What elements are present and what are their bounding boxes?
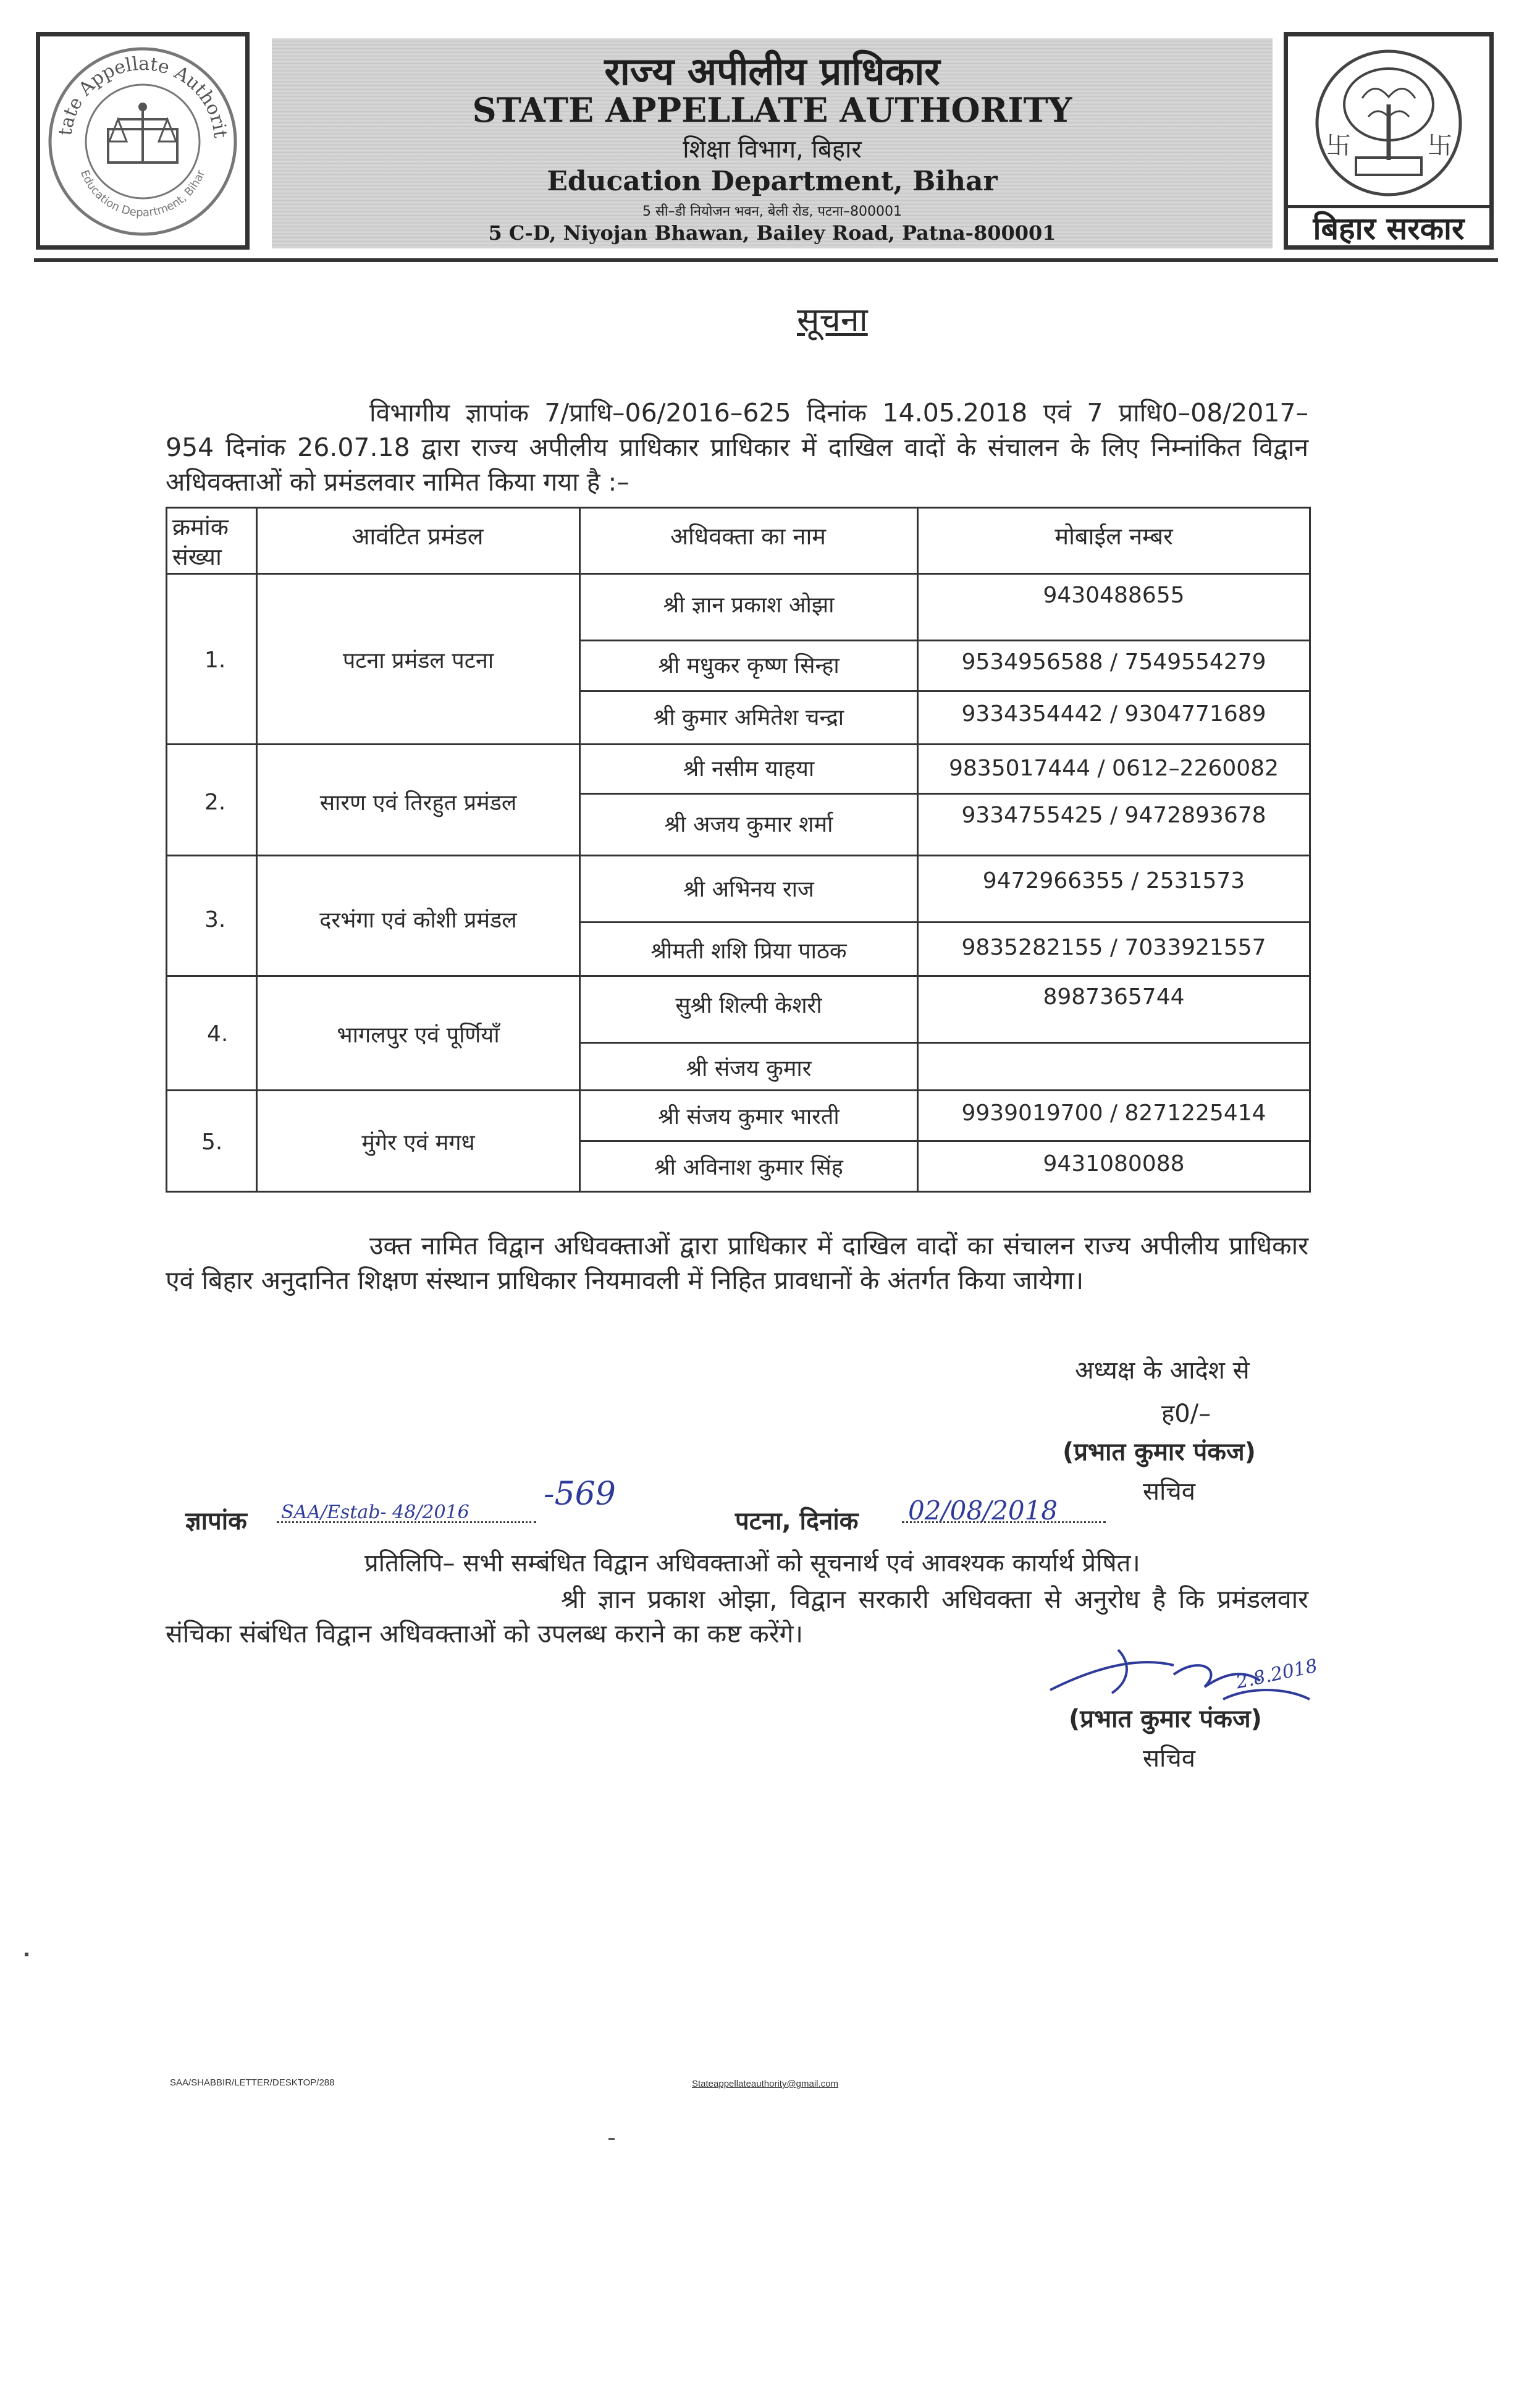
authority-seal-icon: [40, 36, 245, 245]
serial-cell: 3.: [204, 907, 226, 932]
bihar-government-label: बिहार सरकार: [1284, 205, 1494, 249]
title-english: STATE APPELLATE AUTHORITY: [472, 90, 1072, 130]
division-cell: मुंगेर एवं मगध: [361, 1130, 475, 1155]
left-seal: [36, 32, 250, 250]
secretary-designation-2: सचिव: [1143, 1744, 1196, 1773]
mobile-cell: 9835017444 / 0612–2260082: [948, 756, 1279, 781]
footer-email: Stateappellateauthority@gmail.com: [692, 2079, 839, 2089]
advocate-name-cell: श्री नसीम याहया: [683, 756, 815, 782]
advocate-name-cell: श्री अभिनय राज: [683, 877, 814, 902]
request-paragraph: श्री ज्ञान प्रकाश ओझा, विद्वान सरकारी अधिवक्ता से अनुरोध है कि प्रमंडलवार संचिका संबंधित विद्वान अधिवक्ताओं को उपलब्ध कराने का कष्ट करेंगे।: [166, 1584, 1308, 1649]
scan-speck: [608, 2138, 615, 2140]
advocate-name-cell: श्री मधुकर कृष्ण सिन्हा: [658, 653, 840, 678]
advocate-name-cell: श्री कुमार अमितेश चन्द्रा: [653, 705, 844, 730]
mobile-cell: 9430488655: [1043, 583, 1185, 608]
department-english: Education Department, Bihar: [547, 166, 998, 197]
memo-handwritten: SAA/Estab- 48/2016: [281, 1502, 469, 1523]
letterhead-divider: [34, 258, 1498, 262]
advocate-name-cell: श्रीमती शशि प्रिया पाठक: [650, 939, 847, 964]
secretary-name-2: (प्रभात कुमार पंकज): [1069, 1705, 1262, 1733]
svg-text:卐: 卐: [1326, 132, 1351, 160]
scan-speck: [25, 1953, 28, 1956]
mobile-cell: 9939019700 / 8271225414: [961, 1100, 1266, 1126]
division-cell: सारण एवं तिरहुत प्रमंडल: [319, 790, 517, 816]
advocate-name-cell: श्री संजय कुमार: [686, 1056, 812, 1081]
by-order-text: अध्यक्ष के आदेश से: [1075, 1356, 1250, 1385]
notice-title: सूचना: [797, 300, 868, 339]
department-hindi: शिक्षा विभाग, बिहार: [683, 135, 862, 164]
secretary-name: (प्रभात कुमार पंकज): [1063, 1438, 1256, 1466]
place-date-label: पटना, दिनांक: [735, 1507, 859, 1536]
mobile-cell: 9835282155 / 7033921557: [961, 935, 1266, 960]
header-division: आवंटित प्रमंडल: [351, 523, 484, 550]
header-mobile: मोबाईल नम्बर: [1054, 523, 1173, 550]
serial-cell: 1.: [204, 648, 226, 673]
advocate-name-cell: सुश्री शिल्पी केशरी: [675, 993, 822, 1018]
mobile-cell: 9472966355 / 2531573: [982, 868, 1245, 893]
mobile-cell: 9334354442 / 9304771689: [961, 701, 1266, 727]
signature-handwritten-date: 2.8.2018: [1234, 1655, 1319, 1694]
serial-cell: 5.: [201, 1130, 223, 1155]
copy-to-text: प्रतिलिपि– सभी सम्बंधित विद्वान अधिवक्ताओं को सूचनार्थ एवं आवश्यक कार्यार्थ प्रेषित।: [364, 1549, 1140, 1578]
mobile-cell: 8987365744: [1043, 984, 1185, 1010]
signed-mark: ह0/–: [1161, 1400, 1211, 1428]
svg-text:State Appellate Authority: tate Appellate Authorit: [54, 53, 231, 139]
division-cell: दरभंगा एवं कोशी प्रमंडल: [319, 908, 517, 933]
header-advocate-name: अधिवक्ता का नाम: [670, 523, 827, 550]
header-serial: क्रमांक संख्या: [172, 513, 229, 570]
mobile-cell: 9334755425 / 9472893678: [961, 803, 1266, 828]
serial-cell: 4.: [207, 1021, 229, 1047]
mobile-cell: 9431080088: [1043, 1151, 1185, 1177]
title-hindi: राज्य अपीलीय प्राधिकार: [604, 49, 940, 94]
svg-text:卐: 卐: [1428, 132, 1452, 160]
serial-cell: 2.: [204, 790, 226, 815]
division-cell: पटना प्रमंडल पटना: [342, 648, 494, 674]
mobile-cell: 9534956588 / 7549554279: [961, 649, 1266, 675]
advocate-name-cell: श्री अजय कुमार शर्मा: [664, 812, 833, 837]
advocates-table: [166, 507, 1311, 1193]
memo-number-handwritten: -569: [544, 1476, 616, 1513]
address-hindi: 5 सी–डी नियोजन भवन, बेली रोड, पटना–800001: [642, 204, 902, 219]
address-english: 5 C-D, Niyojan Bhawan, Bailey Road, Patna-800001: [488, 221, 1056, 245]
advocate-name-cell: श्री संजय कुमार भारती: [658, 1104, 840, 1130]
bodhi-tree-emblem-icon: [1288, 36, 1489, 209]
memo-label: ज्ञापांक: [185, 1507, 247, 1536]
intro-paragraph: विभागीय ज्ञापांक 7/प्राधि–06/2016–625 दिनांक 14.05.2018 एवं 7 प्राधि0–08/2017– 954 दिनांक 26.07.18 द्वारा राज्य अपीलीय प्राधिकार प्राधिकार में दाखिल वादों के संचालन के लिए निम्नांकित विद्वान अधिवक्ताओं को प्रमंडलवार नामित किया गया है :–: [166, 398, 1308, 497]
advocate-name-cell: श्री ज्ञान प्रकाश ओझा: [663, 593, 835, 618]
date-handwritten: 02/08/2018: [908, 1495, 1058, 1526]
svg-text:Education Department, Bihar: Education Department, Bihar: [77, 168, 208, 220]
division-cell: भागलपुर एवं पूर्णियाँ: [337, 1023, 500, 1048]
closing-paragraph: उक्त नामित विद्वान अधिवक्ताओं द्वारा प्राधिकार में दाखिल वादों का संचालन राज्य अपीलीय प्राधिकार एवं बिहार अनुदानित शिक्षण संस्थान प्राधिकार नियमावली में निहित प्रावधानों के अंतर्गत किया जायेगा।: [166, 1231, 1308, 1295]
advocate-name-cell: श्री अविनाश कुमार सिंह: [654, 1155, 843, 1180]
footer-reference: SAA/SHABBIR/LETTER/DESKTOP/288: [170, 2077, 335, 2088]
secretary-designation: सचिव: [1143, 1477, 1196, 1506]
